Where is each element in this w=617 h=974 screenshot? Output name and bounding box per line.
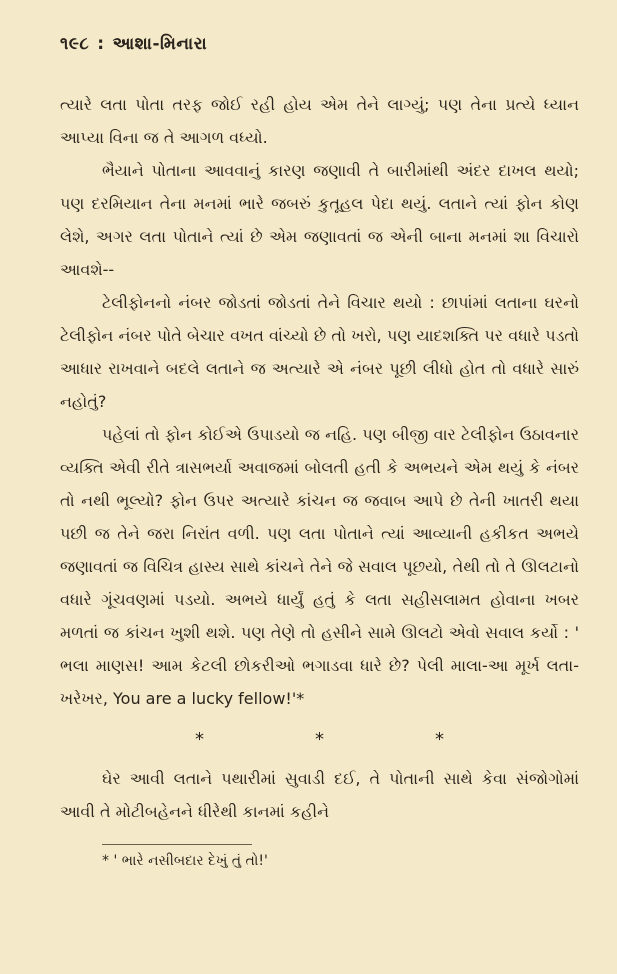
footnote: * ' ભારે નસીબદાર દેખું તું તો!' [102,853,268,869]
paragraph-3: ટેલીફોનનો નંબર જોડતાં જોડતાં તેને વિચાર થયો : છાપાંમાં લતાના ઘરનો ટેલીફોન નંબર પોતે બેચાર વખત વાંચ્યો છે તો ખરો, પણ યાદશક્તિ પર વધારે પડતો આધાર રાખવાને બદલે લતાને જ અત્યારે એ નંબર પૂછી લીધો હોત તો વધારે સારું નહોતું? [60,293,579,411]
section-star: * [195,729,204,750]
section-break [140,729,500,750]
page-header [60,34,579,54]
section-star: * [435,729,444,750]
closing-paragraph: ઘેર આવી લતાને પથારીમાં સુવાડી દઈ, તે પોતાની સાથે કેવા સંજોગોમાં આવી તે મોટીબહેનને ધીરેથી કાનમાં કહીને [60,769,579,821]
section-star: * [315,729,324,750]
footnote-divider [102,844,252,845]
page-number: ૧૯૮ [60,34,90,54]
book-title: આશા-મિનારા [112,34,208,54]
paragraph-2: ભૈયાને પોતાના આવવાનું કારણ જણાવી તે બારીમાંથી અંદર દાખલ થયો; પણ દરમિયાન તેના મનમાં ભારે જબરું કુતૂહલ પેદા થયું. લતાને ત્યાં ફોન કોણ લેશે, અગર લતા પોતાને ત્યાં છે એમ જણાવતાં જ એની બાના મનમાં શા વિચારો આવશે-- [60,161,579,279]
header-separator: : [97,34,105,54]
paragraph-1: ત્યારે લતા પોતા તરફ જોઈ રહી હોય એમ તેને લાગ્યું; પણ તેના પ્રત્યે ધ્યાન આપ્યા વિના જ તે આગળ વધ્યો. [60,95,579,147]
paragraph-4: પહેલાં તો ફોન કોઈએ ઉપાડયો જ નહિ. પણ બીજી વાર ટેલીફોન ઉઠાવનાર વ્યક્તિ એવી રીતે ત્રાસભર્યા અવાજમાં બોલતી હતી કે અભયને એમ થયું કે નંબર તો નથી ભૂલ્યો? ફોન ઉપર અત્યારે કાંચન જ જવાબ આપે છે તેની ખાતરી થયા પછી જ તેને જરા નિરાંત વળી. પણ લતા પોતાને ત્યાં આવ્યાની હકીકત અભયે જણાવતાં જ વિચિત્ર હાસ્ય સાથે કાંચને તેને જે સવાલ પૂછયો, તેથી તો તે ઊલટાનો વધારે ગૂંચવણમાં પડયો. અભયે ધાર્યું હતું કે લતા સહીસલામત હોવાના ખબર મળતાં જ કાંચન ખુશી થશે. પણ તેણે તો હસીને સામે ઊલટો એવો સવાલ કર્યો : ' ભલા માણસ! આમ કેટલી છોકરીઓ ભગાડવા ધારે છે? પેલી માલા-આ મૂર્ખ લતા-ખરેખર, You are a lucky fellow!'* [60,425,579,708]
